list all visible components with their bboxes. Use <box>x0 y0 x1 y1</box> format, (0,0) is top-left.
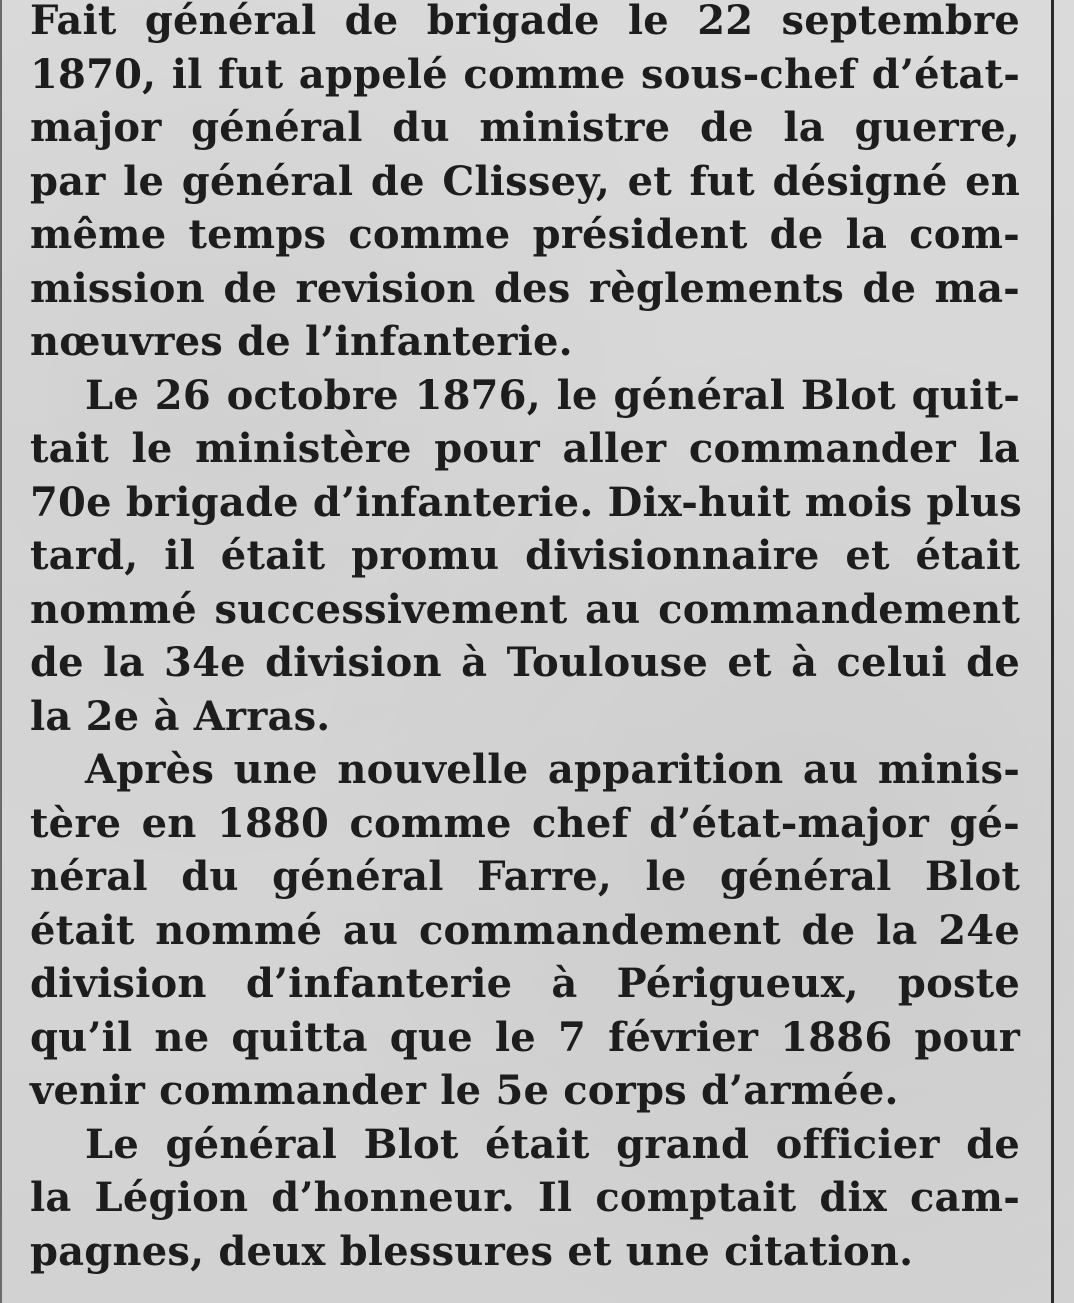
text-line: la 2e à Arras. <box>30 692 331 740</box>
text-line: tard, il était promu divisionnaire et était <box>30 532 1020 579</box>
text-line: la Légion d’honneur. Il comptait dix cam- <box>30 1174 1020 1221</box>
text-line: venir commander le 5e corps d’armée. <box>30 1067 899 1114</box>
paragraph-2 <box>30 369 1020 744</box>
text-line: 1870, il fut appelé comme sous-chef d’état- <box>30 50 1020 98</box>
left-edge-rule <box>0 0 2 1303</box>
text-line: de la 34e division à Toulouse et à celui de <box>30 639 1020 686</box>
text-line: pagnes, deux blessures et une citation. <box>30 1227 914 1275</box>
text-line: Fait général de brigade le 22 septembre <box>30 0 1020 44</box>
text-line: major général du ministre de la guerre, <box>30 104 1020 151</box>
text-line: nommé successivement au commandement <box>30 585 1020 633</box>
column-rule <box>1051 0 1054 1303</box>
text-line: nœuvres de l’infanterie. <box>30 318 573 365</box>
text-line: par le général de Clissey, et fut désigné en <box>30 157 1020 205</box>
text-line: Le général Blot était grand officier de <box>85 1120 1020 1168</box>
text-line: tère en 1880 comme chef d’état-major gé- <box>30 799 1020 847</box>
text-line: 70e brigade d’infanterie. Dix-huit mois plus <box>30 478 1022 526</box>
text-line: qu’il ne quitta que le 7 février 1886 pour <box>30 1013 1020 1061</box>
article-text <box>30 0 1020 1278</box>
paragraph-4 <box>30 1118 1020 1279</box>
text-line: mission de revision des règlements de ma- <box>30 264 1020 312</box>
paragraph-3 <box>30 743 1020 1118</box>
text-line: était nommé au commandement de la 24e <box>30 906 1020 954</box>
text-line: néral du général Farre, le général Blot <box>30 853 1020 900</box>
paragraph-1 <box>30 0 1020 369</box>
text-line: Le 26 octobre 1876, le général Blot quit- <box>85 371 1020 419</box>
text-line: Après une nouvelle apparition au minis- <box>85 746 1020 793</box>
text-line: tait le ministère pour aller commander la <box>30 425 1020 472</box>
text-line: même temps comme président de la com- <box>30 211 1020 258</box>
text-line: division d’infanterie à Périgueux, poste <box>30 960 1020 1007</box>
